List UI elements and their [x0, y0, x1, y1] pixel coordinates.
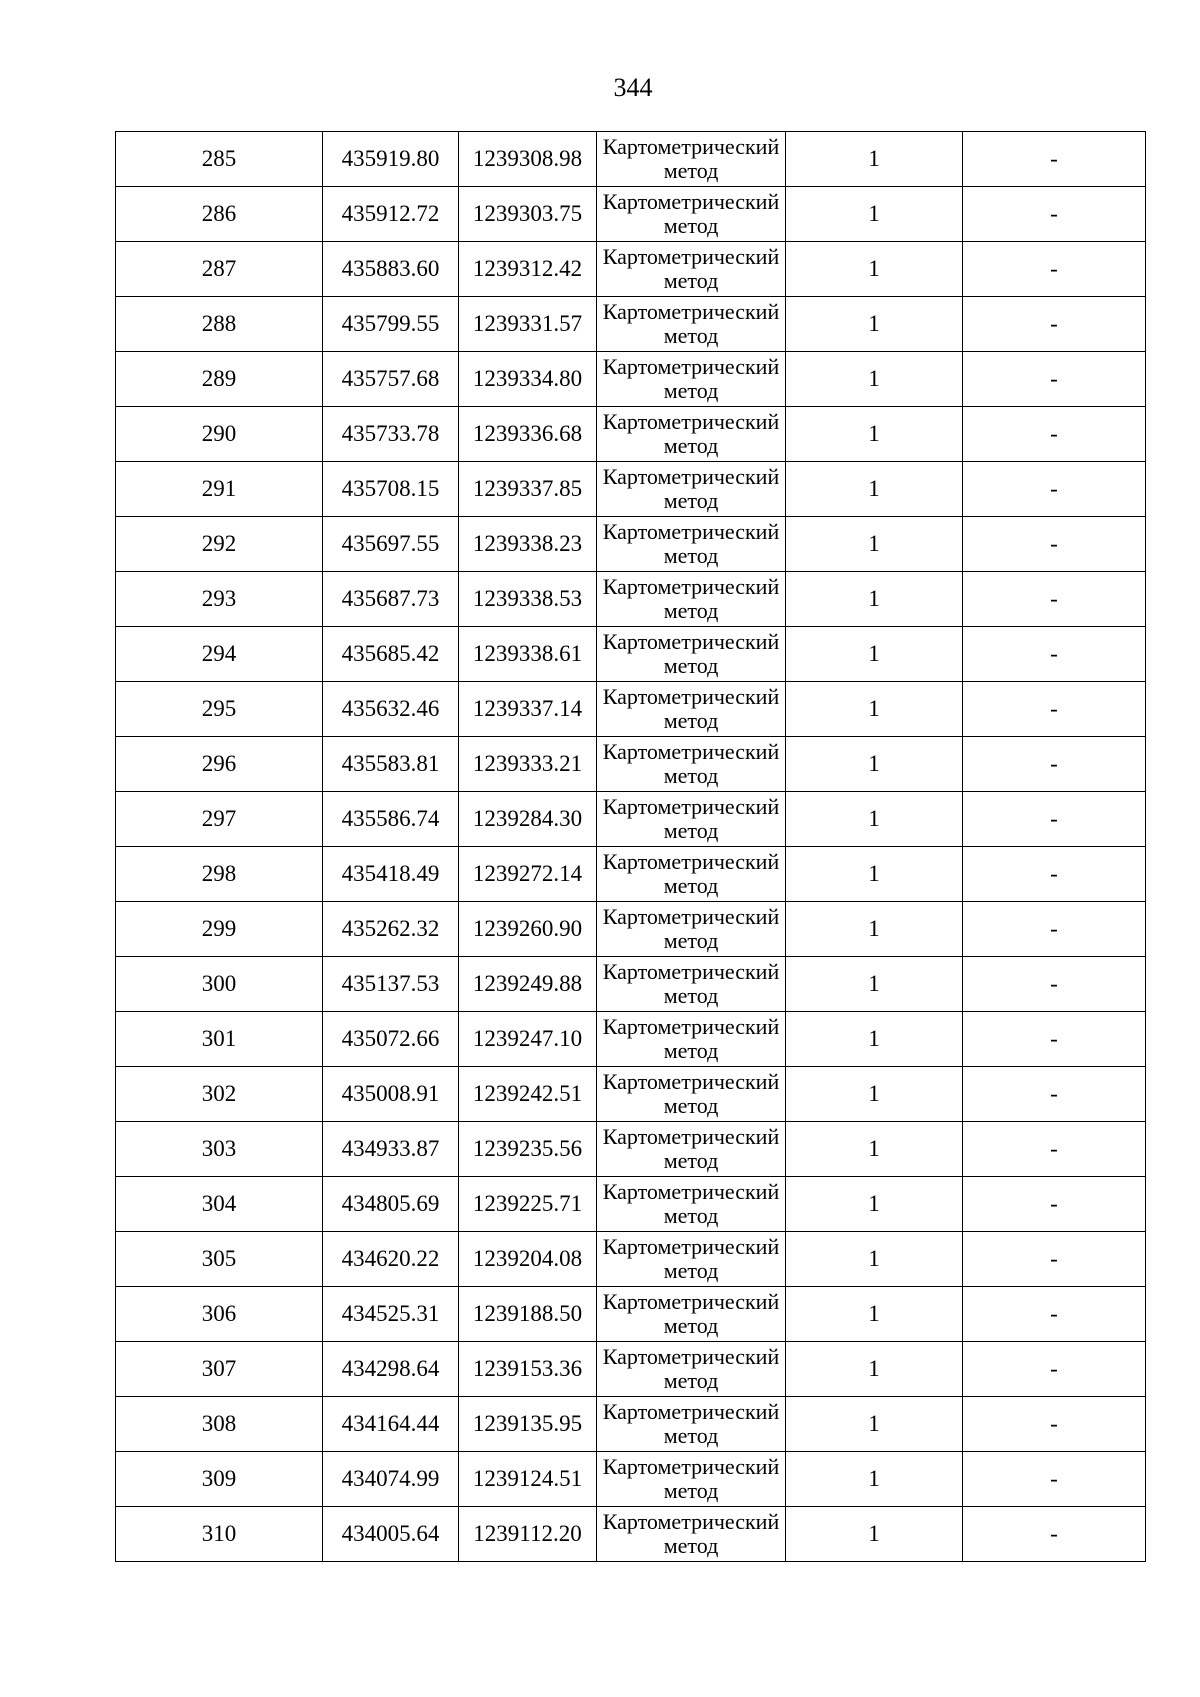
- accuracy-cell: 1: [786, 1177, 963, 1232]
- point-number-cell: 287: [116, 242, 323, 297]
- point-number-cell: 290: [116, 407, 323, 462]
- accuracy-cell: 1: [786, 1342, 963, 1397]
- method-cell: Картометрический метод: [597, 572, 786, 627]
- table-row: [116, 1012, 1146, 1067]
- note-cell: -: [963, 297, 1146, 352]
- note-cell: -: [963, 1342, 1146, 1397]
- point-number-cell: 298: [116, 847, 323, 902]
- table-row: [116, 517, 1146, 572]
- x-coordinate-cell: 435072.66: [323, 1012, 459, 1067]
- note-cell: -: [963, 242, 1146, 297]
- accuracy-cell: 1: [786, 682, 963, 737]
- y-coordinate-cell: 1239303.75: [459, 187, 597, 242]
- accuracy-cell: 1: [786, 627, 963, 682]
- y-coordinate-cell: 1239333.21: [459, 737, 597, 792]
- accuracy-cell: 1: [786, 462, 963, 517]
- x-coordinate-cell: 434164.44: [323, 1397, 459, 1452]
- table-row: [116, 1122, 1146, 1177]
- note-cell: -: [963, 572, 1146, 627]
- method-cell: Картометрический метод: [597, 242, 786, 297]
- point-number-cell: 285: [116, 132, 323, 187]
- point-number-cell: 291: [116, 462, 323, 517]
- table-row: [116, 627, 1146, 682]
- method-cell: Картометрический метод: [597, 1232, 786, 1287]
- table-row: [116, 297, 1146, 352]
- method-cell: Картометрический метод: [597, 1122, 786, 1177]
- y-coordinate-cell: 1239337.14: [459, 682, 597, 737]
- table-row: [116, 1452, 1146, 1507]
- x-coordinate-cell: 435687.73: [323, 572, 459, 627]
- point-number-cell: 309: [116, 1452, 323, 1507]
- method-cell: Картометрический метод: [597, 682, 786, 737]
- note-cell: -: [963, 957, 1146, 1012]
- x-coordinate-cell: 434298.64: [323, 1342, 459, 1397]
- point-number-cell: 310: [116, 1507, 323, 1562]
- y-coordinate-cell: 1239112.20: [459, 1507, 597, 1562]
- note-cell: -: [963, 407, 1146, 462]
- table-row: [116, 957, 1146, 1012]
- point-number-cell: 305: [116, 1232, 323, 1287]
- y-coordinate-cell: 1239204.08: [459, 1232, 597, 1287]
- table-row: [116, 572, 1146, 627]
- x-coordinate-cell: 434805.69: [323, 1177, 459, 1232]
- point-number-cell: 300: [116, 957, 323, 1012]
- point-number-cell: 289: [116, 352, 323, 407]
- note-cell: -: [963, 1122, 1146, 1177]
- x-coordinate-cell: 435697.55: [323, 517, 459, 572]
- method-cell: Картометрический метод: [597, 1287, 786, 1342]
- accuracy-cell: 1: [786, 847, 963, 902]
- table-row: [116, 462, 1146, 517]
- coordinates-table: [115, 131, 1146, 1562]
- note-cell: -: [963, 187, 1146, 242]
- x-coordinate-cell: 435912.72: [323, 187, 459, 242]
- x-coordinate-cell: 435799.55: [323, 297, 459, 352]
- table-row: [116, 1232, 1146, 1287]
- accuracy-cell: 1: [786, 132, 963, 187]
- y-coordinate-cell: 1239338.53: [459, 572, 597, 627]
- point-number-cell: 299: [116, 902, 323, 957]
- note-cell: -: [963, 792, 1146, 847]
- accuracy-cell: 1: [786, 297, 963, 352]
- point-number-cell: 295: [116, 682, 323, 737]
- accuracy-cell: 1: [786, 1122, 963, 1177]
- point-number-cell: 288: [116, 297, 323, 352]
- page-number: 344: [613, 73, 653, 102]
- point-number-cell: 293: [116, 572, 323, 627]
- method-cell: Картометрический метод: [597, 407, 786, 462]
- point-number-cell: 292: [116, 517, 323, 572]
- point-number-cell: 303: [116, 1122, 323, 1177]
- accuracy-cell: 1: [786, 407, 963, 462]
- y-coordinate-cell: 1239272.14: [459, 847, 597, 902]
- point-number-cell: 306: [116, 1287, 323, 1342]
- x-coordinate-cell: 435685.42: [323, 627, 459, 682]
- point-number-cell: 304: [116, 1177, 323, 1232]
- point-number-cell: 294: [116, 627, 323, 682]
- method-cell: Картометрический метод: [597, 1507, 786, 1562]
- method-cell: Картометрический метод: [597, 517, 786, 572]
- y-coordinate-cell: 1239225.71: [459, 1177, 597, 1232]
- note-cell: -: [963, 1012, 1146, 1067]
- table-row: [116, 792, 1146, 847]
- accuracy-cell: 1: [786, 242, 963, 297]
- accuracy-cell: 1: [786, 1232, 963, 1287]
- point-number-cell: 301: [116, 1012, 323, 1067]
- accuracy-cell: 1: [786, 1452, 963, 1507]
- y-coordinate-cell: 1239188.50: [459, 1287, 597, 1342]
- note-cell: -: [963, 1397, 1146, 1452]
- accuracy-cell: 1: [786, 1507, 963, 1562]
- y-coordinate-cell: 1239312.42: [459, 242, 597, 297]
- method-cell: Картометрический метод: [597, 1342, 786, 1397]
- note-cell: -: [963, 682, 1146, 737]
- x-coordinate-cell: 435137.53: [323, 957, 459, 1012]
- x-coordinate-cell: 435919.80: [323, 132, 459, 187]
- x-coordinate-cell: 434620.22: [323, 1232, 459, 1287]
- method-cell: Картометрический метод: [597, 902, 786, 957]
- table-row: [116, 902, 1146, 957]
- method-cell: Картометрический метод: [597, 1397, 786, 1452]
- note-cell: -: [963, 1507, 1146, 1562]
- y-coordinate-cell: 1239249.88: [459, 957, 597, 1012]
- table-row: [116, 407, 1146, 462]
- accuracy-cell: 1: [786, 1287, 963, 1342]
- note-cell: -: [963, 737, 1146, 792]
- point-number-cell: 286: [116, 187, 323, 242]
- accuracy-cell: 1: [786, 792, 963, 847]
- point-number-cell: 297: [116, 792, 323, 847]
- method-cell: Картометрический метод: [597, 957, 786, 1012]
- x-coordinate-cell: 435883.60: [323, 242, 459, 297]
- note-cell: -: [963, 1452, 1146, 1507]
- method-cell: Картометрический метод: [597, 1012, 786, 1067]
- table-row: [116, 242, 1146, 297]
- table-row: [116, 1397, 1146, 1452]
- x-coordinate-cell: 435733.78: [323, 407, 459, 462]
- x-coordinate-cell: 435708.15: [323, 462, 459, 517]
- y-coordinate-cell: 1239337.85: [459, 462, 597, 517]
- method-cell: Картометрический метод: [597, 352, 786, 407]
- note-cell: -: [963, 902, 1146, 957]
- x-coordinate-cell: 435586.74: [323, 792, 459, 847]
- y-coordinate-cell: 1239308.98: [459, 132, 597, 187]
- table-row: [116, 187, 1146, 242]
- point-number-cell: 296: [116, 737, 323, 792]
- table-row: [116, 1507, 1146, 1562]
- table-row: [116, 352, 1146, 407]
- table-row: [116, 737, 1146, 792]
- x-coordinate-cell: 434074.99: [323, 1452, 459, 1507]
- y-coordinate-cell: 1239284.30: [459, 792, 597, 847]
- accuracy-cell: 1: [786, 517, 963, 572]
- x-coordinate-cell: 435262.32: [323, 902, 459, 957]
- y-coordinate-cell: 1239260.90: [459, 902, 597, 957]
- y-coordinate-cell: 1239135.95: [459, 1397, 597, 1452]
- coordinates-table-body: [116, 132, 1146, 1562]
- accuracy-cell: 1: [786, 1012, 963, 1067]
- note-cell: -: [963, 517, 1146, 572]
- y-coordinate-cell: 1239336.68: [459, 407, 597, 462]
- table-row: [116, 847, 1146, 902]
- note-cell: -: [963, 462, 1146, 517]
- y-coordinate-cell: 1239242.51: [459, 1067, 597, 1122]
- y-coordinate-cell: 1239235.56: [459, 1122, 597, 1177]
- point-number-cell: 307: [116, 1342, 323, 1397]
- x-coordinate-cell: 435632.46: [323, 682, 459, 737]
- method-cell: Картометрический метод: [597, 132, 786, 187]
- method-cell: Картометрический метод: [597, 462, 786, 517]
- method-cell: Картометрический метод: [597, 1452, 786, 1507]
- y-coordinate-cell: 1239331.57: [459, 297, 597, 352]
- y-coordinate-cell: 1239247.10: [459, 1012, 597, 1067]
- method-cell: Картометрический метод: [597, 187, 786, 242]
- accuracy-cell: 1: [786, 737, 963, 792]
- accuracy-cell: 1: [786, 352, 963, 407]
- method-cell: Картометрический метод: [597, 1177, 786, 1232]
- note-cell: -: [963, 1177, 1146, 1232]
- y-coordinate-cell: 1239124.51: [459, 1452, 597, 1507]
- point-number-cell: 302: [116, 1067, 323, 1122]
- x-coordinate-cell: 435008.91: [323, 1067, 459, 1122]
- method-cell: Картометрический метод: [597, 627, 786, 682]
- note-cell: -: [963, 847, 1146, 902]
- note-cell: -: [963, 627, 1146, 682]
- note-cell: -: [963, 352, 1146, 407]
- table-row: [116, 682, 1146, 737]
- x-coordinate-cell: 434005.64: [323, 1507, 459, 1562]
- point-number-cell: 308: [116, 1397, 323, 1452]
- x-coordinate-cell: 435418.49: [323, 847, 459, 902]
- x-coordinate-cell: 435757.68: [323, 352, 459, 407]
- table-row: [116, 1177, 1146, 1232]
- accuracy-cell: 1: [786, 1067, 963, 1122]
- x-coordinate-cell: 434933.87: [323, 1122, 459, 1177]
- method-cell: Картометрический метод: [597, 847, 786, 902]
- accuracy-cell: 1: [786, 1397, 963, 1452]
- accuracy-cell: 1: [786, 572, 963, 627]
- table-row: [116, 1342, 1146, 1397]
- x-coordinate-cell: 434525.31: [323, 1287, 459, 1342]
- y-coordinate-cell: 1239338.61: [459, 627, 597, 682]
- accuracy-cell: 1: [786, 957, 963, 1012]
- y-coordinate-cell: 1239338.23: [459, 517, 597, 572]
- x-coordinate-cell: 435583.81: [323, 737, 459, 792]
- table-row: [116, 132, 1146, 187]
- method-cell: Картометрический метод: [597, 297, 786, 352]
- method-cell: Картометрический метод: [597, 737, 786, 792]
- method-cell: Картометрический метод: [597, 1067, 786, 1122]
- note-cell: -: [963, 1067, 1146, 1122]
- y-coordinate-cell: 1239153.36: [459, 1342, 597, 1397]
- method-cell: Картометрический метод: [597, 792, 786, 847]
- table-row: [116, 1067, 1146, 1122]
- accuracy-cell: 1: [786, 902, 963, 957]
- accuracy-cell: 1: [786, 187, 963, 242]
- note-cell: -: [963, 1287, 1146, 1342]
- note-cell: -: [963, 132, 1146, 187]
- note-cell: -: [963, 1232, 1146, 1287]
- y-coordinate-cell: 1239334.80: [459, 352, 597, 407]
- table-row: [116, 1287, 1146, 1342]
